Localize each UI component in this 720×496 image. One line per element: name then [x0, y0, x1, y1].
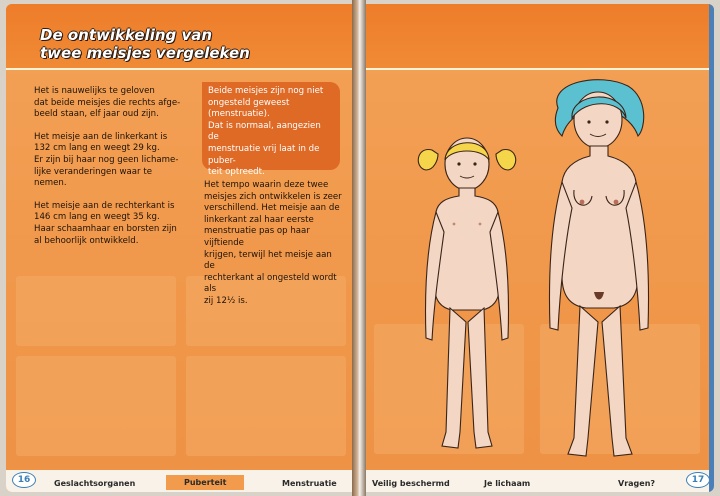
page-number: 16	[12, 472, 36, 488]
header-divider	[6, 68, 356, 70]
footer-link-geslachtsorganen[interactable]: Geslachtsorganen	[54, 479, 136, 488]
faded-illustration-panel	[186, 356, 346, 456]
paragraph: Het is nauwelijks te geloven dat beide meisjes die rechts afge- beeld staan, elf jaar oud zijn.	[34, 86, 181, 120]
footer-nav	[362, 470, 714, 492]
highlight-box	[202, 82, 340, 178]
faded-illustration-panel	[16, 356, 176, 456]
header-divider	[362, 68, 714, 70]
girl-figure-younger	[412, 132, 522, 468]
girl-figure-older	[540, 78, 660, 470]
highlight-text: Beide meisjes zijn nog niet ongesteld geweest (menstruatie). Dat is normaal, aangezien de menstruatie vrij laat in de puber- teit optreedt.	[208, 86, 324, 178]
footer-link-veilig-beschermd[interactable]: Veilig beschermd	[372, 479, 450, 488]
book-gutter	[352, 0, 366, 496]
page-edge	[709, 4, 714, 492]
paragraph: Het tempo waarin deze twee meisjes zich ontwikkelen is zeer verschillend. Het meisje aan de linkerkant zal haar eerste menstruatie pas op haar vijftiende krijgen, terwijl het meisje aan de rechterkant al ongesteld wordt als zij 12½ is.	[204, 180, 342, 306]
footer-link-je-lichaam[interactable]: Je lichaam	[484, 479, 531, 488]
text-column-left	[34, 86, 194, 258]
footer-link-menstruatie[interactable]: Menstruatie	[282, 479, 337, 488]
title-line-1: De ontwikkeling van	[40, 26, 213, 44]
faded-illustration-panel	[16, 276, 176, 346]
title-line-2: twee meisjes vergeleken	[40, 44, 250, 62]
right-page	[362, 4, 714, 492]
left-page	[6, 4, 356, 492]
header-band	[362, 4, 714, 68]
page-title	[40, 26, 250, 62]
page-number: 17	[686, 472, 710, 488]
paragraph: Het meisje aan de rechterkant is 146 cm lang en weegt 35 kg. Haar schaamhaar en borsten zijn al behoorlijk ontwikkeld.	[34, 200, 177, 246]
footer-nav	[6, 470, 356, 492]
footer-link-puberteit[interactable]: Puberteit	[166, 475, 244, 490]
footer-link-vragen[interactable]: Vragen?	[618, 479, 656, 488]
paragraph: Het meisje aan de linkerkant is 132 cm lang en weegt 29 kg. Er zijn bij haar nog geen lichame- lijke veranderingen waar te nemen.	[34, 131, 179, 189]
text-column-right	[204, 180, 344, 319]
